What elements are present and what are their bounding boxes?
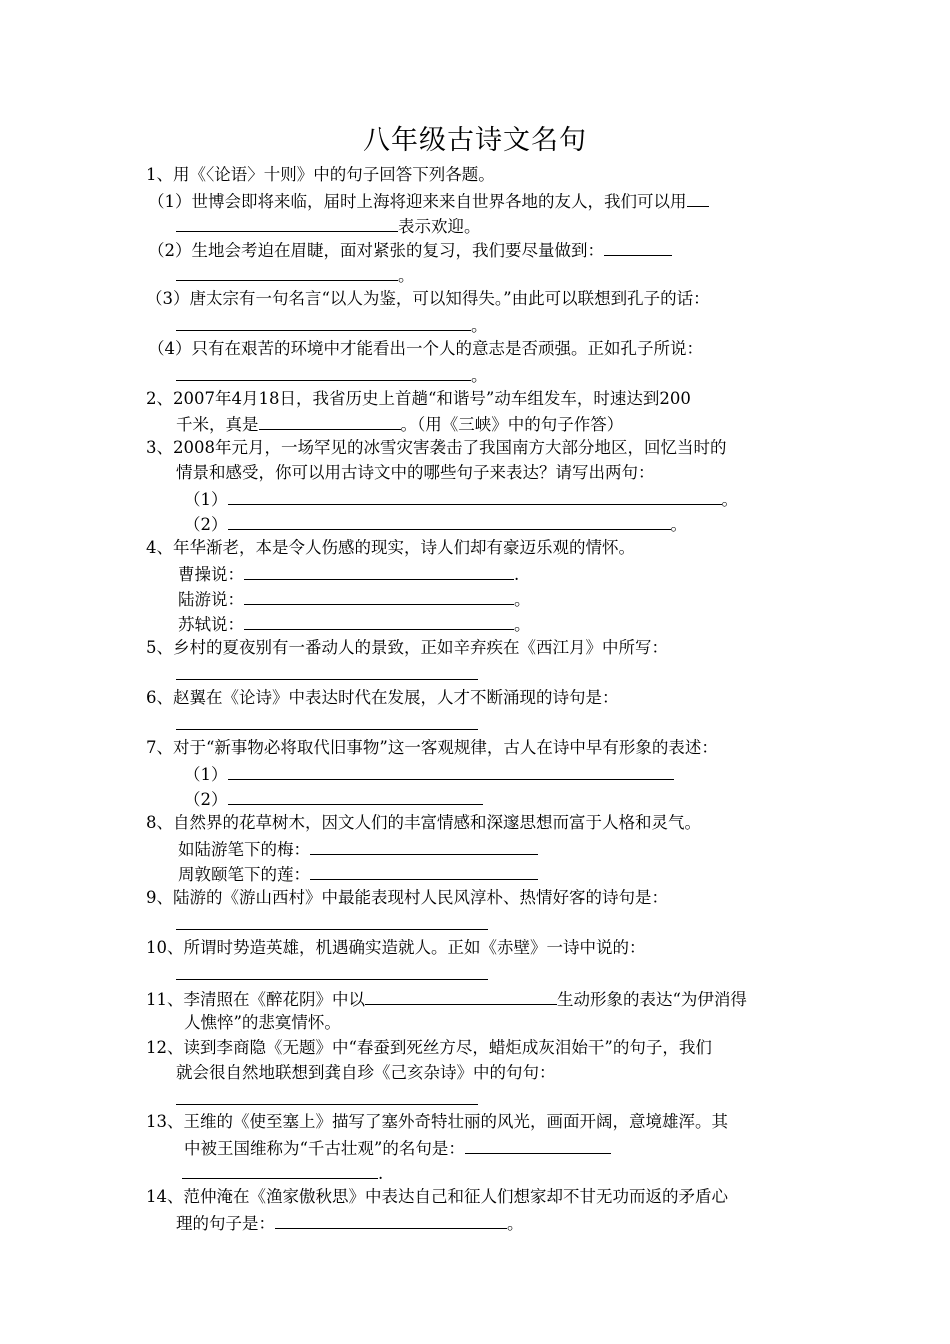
question-3-cont: 情景和感受，你可以用古诗文中的哪些句子来表达？请写出两句： — [176, 463, 655, 482]
question-1-3: （3）唐太宗有一句名言“以人为鉴，可以知得失。”由此可以联想到孔子的话： — [146, 289, 710, 308]
question-1-2-cont: 。 — [176, 262, 415, 288]
question-6-cont — [176, 711, 478, 737]
question-6: 6、赵翼在《论诗》中表达时代在发展，人才不断涌现的诗句是： — [146, 688, 619, 707]
question-10: 10、所谓时势造英雄，机遇确实造就人。正如《赤壁》一诗中说的： — [146, 938, 646, 957]
question-14-cont: 理的句子是： 。 — [176, 1210, 524, 1236]
answer-blank[interactable] — [310, 836, 538, 855]
question-1: 1、用《〈论语〉十则》中的句子回答下列各题。 — [146, 165, 495, 184]
question-13-blank-line: . — [182, 1160, 383, 1186]
answer-blank[interactable] — [275, 1210, 507, 1229]
answer-blank[interactable] — [259, 411, 401, 430]
answer-blank[interactable] — [365, 986, 557, 1005]
answer-blank[interactable] — [228, 761, 674, 780]
question-7: 7、对于“新事物必将取代旧事物”这一客观规律，古人在诗中早有形象的表述： — [146, 738, 718, 757]
question-1-4-cont: 。 — [176, 362, 488, 388]
question-10-cont — [176, 961, 488, 987]
question-11: 11、李清照在《醉花阴》中以 生动形象的表达“为伊消得 — [146, 986, 747, 1012]
question-1-1-cont: 表示欢迎。 — [176, 213, 481, 239]
answer-blank[interactable] — [176, 911, 488, 930]
answer-blank[interactable] — [604, 237, 672, 256]
answer-blank[interactable] — [176, 312, 471, 331]
answer-blank[interactable] — [228, 486, 722, 505]
answer-blank[interactable] — [244, 586, 514, 605]
question-1-2: （2）生地会考迫在眉睫，面对紧张的复习，我们要尽量做到： — [148, 237, 672, 263]
question-4-1: 曹操说： . — [178, 561, 519, 587]
question-5: 5、乡村的夏夜别有一番动人的景致，正如辛弃疾在《西江月》中所写： — [146, 638, 668, 657]
question-12-blank-line — [176, 1086, 478, 1112]
question-3: 3、2008年元月，一场罕见的冰雪灾害袭击了我国南方大部分地区，回忆当时的 — [146, 438, 727, 457]
page-title: 八年级古诗文名句 — [363, 125, 587, 156]
question-3-2: （2） 。 — [184, 511, 687, 537]
question-9: 9、陆游的《游山西村》中最能表现村人民风淳朴、热情好客的诗句是： — [146, 888, 668, 907]
question-13: 13、王维的《使至塞上》描写了塞外奇特壮丽的风光，画面开阔，意境雄浑。其 — [146, 1112, 728, 1131]
question-3-1: （1） 。 — [184, 486, 738, 512]
question-11-cont: 人憔悴”的悲寞情怀。 — [184, 1013, 341, 1032]
question-4-2: 陆游说： 。 — [178, 586, 531, 612]
question-9-cont — [176, 911, 488, 937]
question-2-cont: 千米，真是 。（用《三峡》中的句子作答） — [176, 411, 623, 437]
question-7-2: （2） — [184, 786, 483, 812]
answer-blank[interactable] — [244, 611, 514, 630]
question-2: 2、2007年4月18日，我省历史上首趟“和谐号”动车组发车，时速达到200 — [146, 389, 691, 408]
question-4: 4、年华渐老，本是令人伤感的现实，诗人们却有豪迈乐观的情怀。 — [146, 538, 635, 557]
answer-blank[interactable] — [176, 262, 398, 281]
answer-blank[interactable] — [228, 786, 483, 805]
question-8-1: 如陆游笔下的梅： — [178, 836, 538, 862]
question-8: 8、自然界的花草树木，因文人们的丰富情感和深邃思想而富于人格和灵气。 — [146, 813, 701, 832]
question-1-3-cont: 。 — [176, 312, 488, 338]
question-1-1: （1）世博会即将来临，届时上海将迎来来自世界各地的友人，我们可以用 — [148, 188, 709, 214]
answer-blank[interactable] — [465, 1135, 611, 1154]
answer-blank[interactable] — [176, 1086, 478, 1105]
answer-blank[interactable] — [176, 961, 488, 980]
answer-blank[interactable] — [228, 511, 671, 530]
question-7-1: （1） — [184, 761, 674, 787]
question-5-cont — [176, 661, 478, 687]
answer-blank[interactable] — [310, 861, 538, 880]
question-14: 14、范仲淹在《渔家傲秋思》中表达自己和征人们想家却不甘无功而返的矛盾心 — [146, 1187, 728, 1206]
answer-blank[interactable] — [244, 561, 514, 580]
question-4-3: 苏轼说： 。 — [178, 611, 531, 637]
question-12: 12、读到李商隐《无题》中“春蚕到死丝方尽，蜡炬成灰泪始干”的句子，我们 — [146, 1038, 712, 1057]
answer-blank[interactable] — [176, 711, 478, 730]
answer-blank[interactable] — [176, 362, 471, 381]
answer-blank[interactable] — [176, 213, 398, 232]
answer-blank[interactable] — [687, 188, 709, 207]
answer-blank[interactable] — [176, 661, 478, 680]
question-13-cont: 中被王国维称为“千古壮观”的名句是： — [184, 1135, 611, 1161]
question-12-cont: 就会很自然地联想到龚自珍《己亥杂诗》中的句句： — [176, 1063, 556, 1082]
question-1-4: （4）只有在艰苦的环境中才能看出一个人的意志是否顽强。正如孔子所说： — [148, 339, 703, 358]
answer-blank[interactable] — [182, 1160, 378, 1179]
question-8-2: 周敦颐笔下的莲： — [178, 861, 538, 887]
